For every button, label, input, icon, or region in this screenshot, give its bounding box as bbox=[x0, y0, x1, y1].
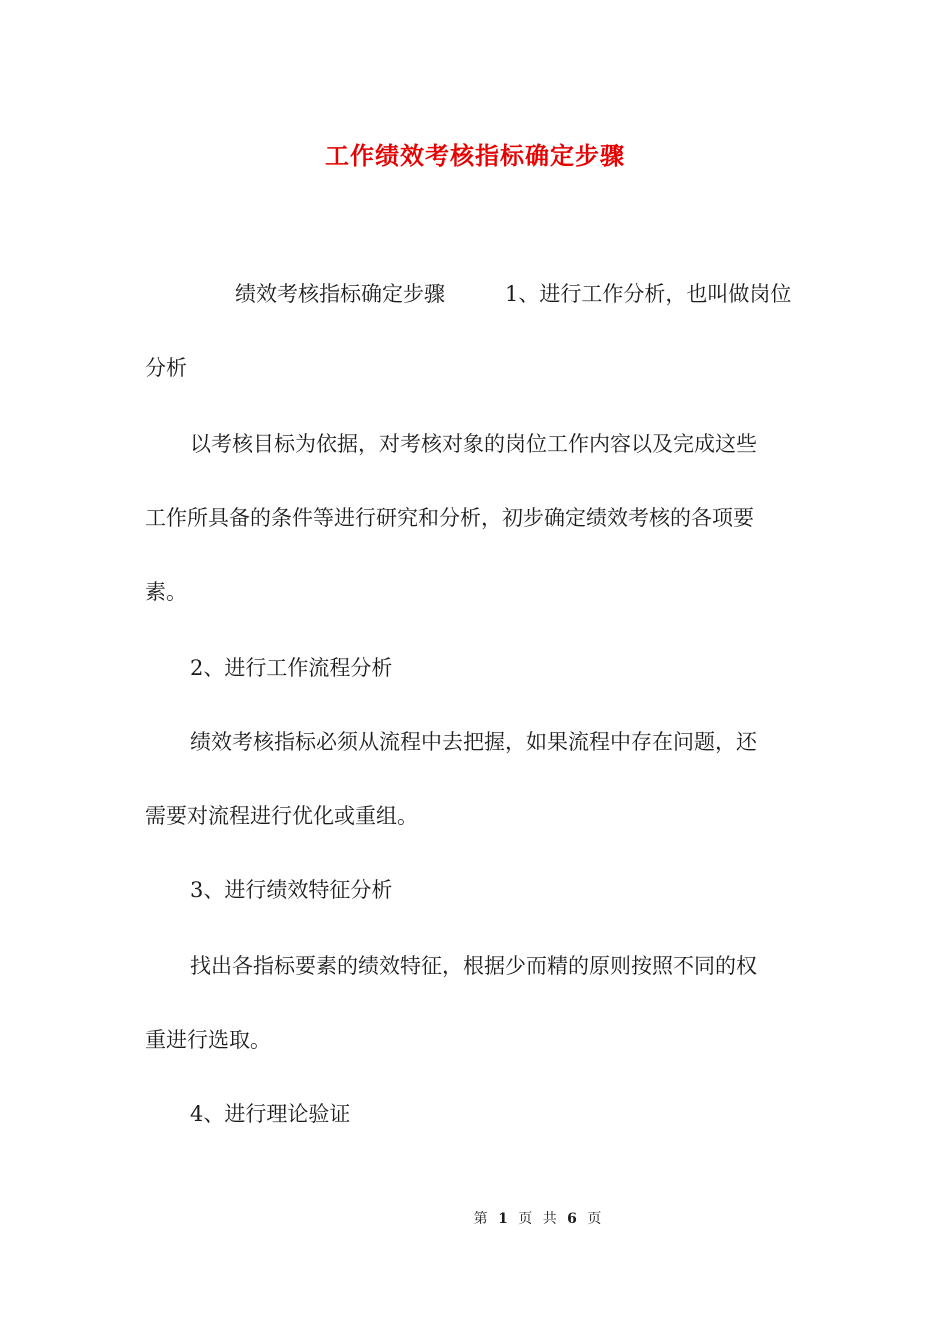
document-title: 工作绩效考核指标确定步骤 bbox=[325, 141, 625, 170]
paragraph-line: 绩效考核指标必须从流程中去把握，如果流程中存在问题，还 bbox=[190, 730, 757, 754]
footer-total-pages: 6 bbox=[567, 1211, 577, 1227]
heading-inline: 绩效考核指标确定步骤 bbox=[235, 282, 445, 306]
paragraph-line bbox=[190, 428, 807, 460]
paragraph-line: 工作所具备的条件等进行研究和分析，初步确定绩效考核的各项要 bbox=[145, 506, 754, 530]
step-3-heading: 3、进行绩效特征分析 bbox=[190, 878, 393, 902]
step-1-heading: 1、进行工作分析，也叫做岗位 bbox=[505, 282, 792, 306]
step-2-heading: 2、进行工作流程分析 bbox=[190, 656, 393, 680]
footer-prefix: 第 bbox=[473, 1211, 488, 1227]
paragraph-line: 重进行选取。 bbox=[145, 1028, 271, 1052]
paragraph-text: 以考核目标为依据，对考核对象的岗位工作内容以及完成这些 bbox=[190, 432, 757, 456]
step-4-heading: 4、进行理论验证 bbox=[190, 1102, 351, 1126]
footer-page-word: 页 bbox=[518, 1211, 533, 1227]
paragraph-line: 素。 bbox=[145, 580, 187, 604]
page-footer bbox=[0, 1208, 950, 1228]
paragraph-line: 需要对流程进行优化或重组。 bbox=[145, 804, 418, 828]
paragraph-line: 分析 bbox=[145, 356, 187, 380]
footer-suffix: 页 bbox=[587, 1211, 602, 1227]
footer-total-word: 共 bbox=[542, 1211, 557, 1227]
footer-current-page: 1 bbox=[498, 1211, 508, 1227]
paragraph-line: 找出各指标要素的绩效特征，根据少而精的原则按照不同的权 bbox=[190, 954, 757, 978]
